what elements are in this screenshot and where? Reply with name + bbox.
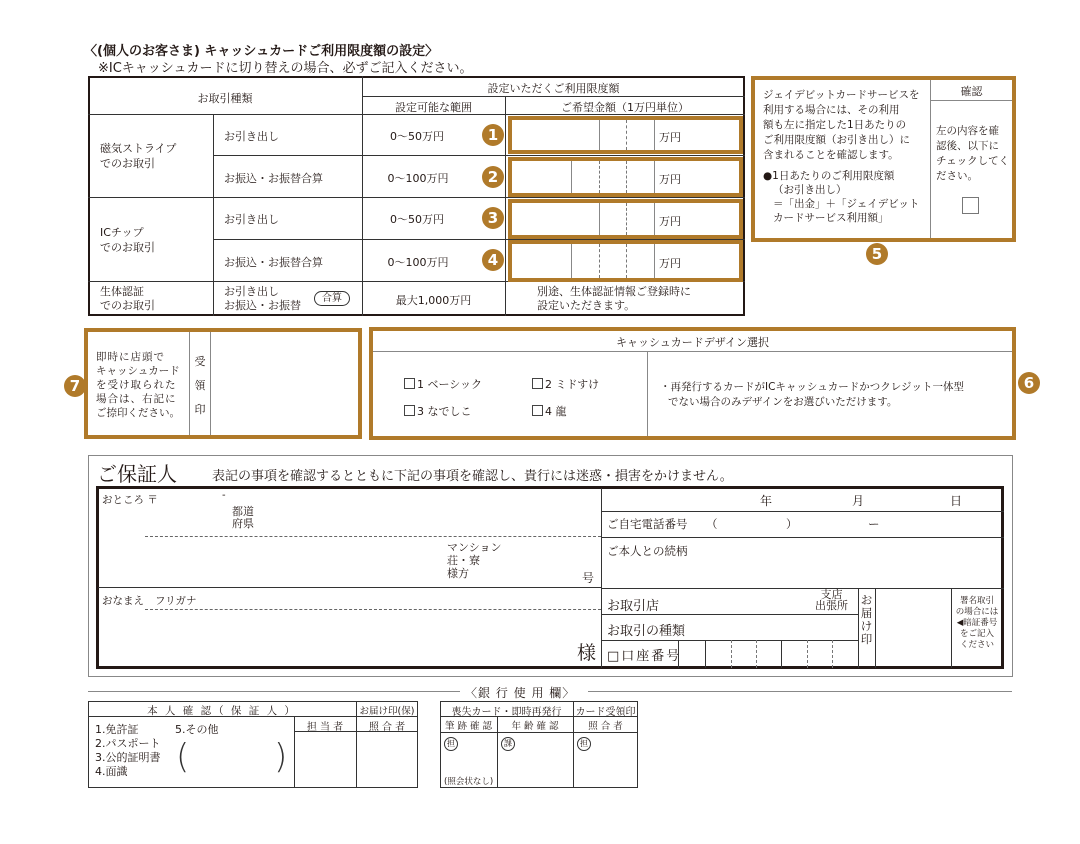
name-field[interactable] (150, 612, 570, 664)
row-type: お引き出し (224, 130, 279, 143)
row-range: 0〜50万円 (390, 130, 444, 143)
col-header-type: お取引種類 (197, 92, 253, 105)
badge-1: 1 (482, 124, 504, 146)
badge-3: 3 (482, 207, 504, 229)
combined-badge: 合算 (314, 291, 350, 306)
paren-open: ( (176, 737, 190, 777)
receipt-seal-box (84, 328, 362, 439)
txn-type-field[interactable] (700, 616, 855, 638)
form-note: ※ICキャッシュカードに切り替えの場合、必ずご記入ください。 (98, 61, 473, 76)
col-age-check: 年 齢 確 認 (511, 721, 559, 732)
col-header-desired: ご希望金額（1万円単位） (561, 101, 689, 114)
phone-paren-close: ） (786, 517, 798, 531)
month-label: 月 (852, 494, 865, 508)
col-staff: 担 当 者 (306, 722, 344, 733)
bank-use-title: 〈銀 行 使 用 欄〉 (465, 686, 576, 700)
bio-range: 最大1,000万円 (395, 294, 472, 307)
guarantor-title: ご保証人 (97, 462, 177, 486)
name-label: おなまえ (102, 595, 144, 607)
date-field[interactable] (603, 489, 1003, 511)
row-type: お振込・お振替合算 (224, 256, 323, 269)
amount-input-1[interactable] (508, 116, 743, 154)
group-ic-label: ICチップ でのお取引 (100, 226, 155, 254)
design-option-2[interactable]: 2 ミドすけ (532, 376, 599, 392)
no-inquiry-note: (照会状なし) (444, 777, 494, 787)
design-option-4[interactable]: 4 龍 (532, 403, 567, 419)
row-range: 0〜100万円 (387, 256, 449, 269)
design-option-1[interactable]: 1 ベーシック (404, 376, 482, 392)
seal-label: お 届 け 印 (860, 593, 873, 646)
branch-label: お取引店 (607, 599, 660, 614)
amount-input-3[interactable] (508, 199, 743, 239)
phone-paren-open: （ (706, 517, 718, 531)
seal-header: お届け印(保) (359, 706, 415, 717)
day-label: 日 (950, 494, 963, 508)
phone-field[interactable] (700, 513, 1000, 535)
badge-4: 4 (482, 249, 504, 271)
stamp-staff-icon: 担 (577, 737, 591, 751)
col-header-limit: 設定いただくご利用限度額 (487, 82, 620, 95)
group-bio-label: 生体認証 でのお取引 (100, 285, 155, 312)
receipt-seal-area[interactable] (212, 332, 358, 435)
branch-suffix: 支店 出張所 (815, 588, 848, 612)
badge-5: 5 (866, 243, 888, 265)
bio-type: お引き出し お振込・お振替 (224, 285, 301, 312)
design-option-3[interactable]: 3 なでしこ (404, 403, 472, 419)
relation-label: ご本人との続柄 (607, 544, 688, 558)
col-checker: 照 合 者 (368, 722, 406, 733)
checkbox[interactable] (532, 378, 543, 389)
col-header-range: 設定可能な範囲 (395, 101, 472, 114)
zip-dash: - (222, 490, 226, 501)
phone-label: ご自宅電話番号 (607, 517, 688, 531)
jdebit-confirm-box (751, 76, 1016, 242)
relation-field[interactable] (700, 540, 1000, 587)
account-label: □口座番号 (607, 649, 682, 664)
unit-label: 万円 (659, 131, 681, 144)
identity-header: 本 人 確 認（ 保 証 人 ） (147, 705, 297, 717)
paren-close: ) (274, 737, 288, 777)
bio-note: 別途、生体認証情報ご登録時に 設定いただきます。 (537, 285, 691, 312)
jdebit-bullet: ●1日あたりのご利用限度額 （お引き出し） ＝「出金」＋「ジェイデビット カードサービス利用額」 (763, 170, 920, 224)
building-label: マンション 荘・寮 様方 (447, 541, 502, 580)
badge-2: 2 (482, 166, 504, 188)
phone-dash: ー (868, 517, 880, 531)
unit-label: 万円 (659, 215, 681, 228)
stamp-label: 受 領 印 (194, 355, 206, 416)
col-signature-check: 筆 跡 確 認 (444, 721, 493, 732)
branch-field[interactable] (680, 590, 810, 612)
year-label: 年 (760, 494, 773, 508)
unit-label: 万円 (659, 257, 681, 270)
lost-card-header: 喪失カード・即時再発行 (451, 707, 562, 718)
form-title: 〈(個人のお客さま) キャッシュカードご利用限度額の設定〉 (84, 44, 439, 59)
row-range: 0〜50万円 (390, 213, 444, 226)
card-design-box (369, 327, 1016, 440)
id-doc-other: 5.その他 (175, 723, 219, 736)
confirm-instructions: 左の内容を確 認後、以下に チェックしてく ださい。 (936, 125, 1010, 182)
guarantor-statement: 表記の事項を確認するとともに下記の事項を確認し、貴行には迷惑・損害をかけません。 (212, 469, 733, 484)
confirm-header: 確認 (960, 85, 983, 98)
amount-input-4[interactable] (508, 240, 743, 282)
address-label: おところ 〒 (102, 494, 158, 506)
confirm-checkbox[interactable] (962, 197, 979, 214)
receipt-instructions: 即時に店頭で キャッシュカード を受け取られた 場合は、右記に ご捺印ください。 (96, 351, 180, 419)
design-title: キャッシュカードデザイン選択 (615, 336, 769, 349)
jdebit-text: ジェイデビットカードサービスを 利用する場合には、その利用 額も左に指定した1日あたりの ご利用限度額（お引き出し）に 含まれることを確認します。 (763, 89, 920, 161)
card-receipt-header: カード受領印 (575, 707, 636, 718)
row-type: お引き出し (224, 213, 279, 226)
address-field[interactable] (150, 490, 595, 535)
prefecture-label: 都道 府県 (232, 505, 254, 530)
badge-6: 6 (1018, 372, 1040, 394)
checkbox[interactable] (404, 378, 415, 389)
row-type: お振込・お振替合算 (224, 172, 323, 185)
go-label: 号 (582, 571, 595, 585)
col-checker: 照 合 者 (588, 721, 623, 732)
id-doc-list: 1.免許証 2.パスポート 3.公的証明書 4.面識 (95, 723, 161, 778)
design-note: ・再発行するカードがICキャッシュカードかつクレジット一体型 でない場合のみデザインをお選びいただけます。 (660, 381, 964, 408)
furigana-field[interactable] (150, 590, 600, 608)
amount-input-2[interactable] (508, 157, 743, 197)
checkbox[interactable] (404, 405, 415, 416)
stamp-section-icon: 課 (501, 737, 515, 751)
stamp-staff-icon: 担 (444, 737, 458, 751)
group-magnetic-label: 磁気ストライプ でのお取引 (100, 142, 177, 170)
txn-type-label: お取引の種類 (607, 624, 686, 639)
furigana-label: フリガナ (155, 595, 197, 607)
registered-seal-area[interactable] (876, 589, 951, 667)
unit-label: 万円 (659, 173, 681, 186)
row-range: 0〜100万円 (387, 172, 449, 185)
badge-7: 7 (64, 375, 86, 397)
sama-label: 様 (577, 642, 597, 664)
signature-pin-note: 署名取引 の場合には ◀暗証番号 をご記入 ください (955, 596, 999, 650)
checkbox[interactable] (532, 405, 543, 416)
